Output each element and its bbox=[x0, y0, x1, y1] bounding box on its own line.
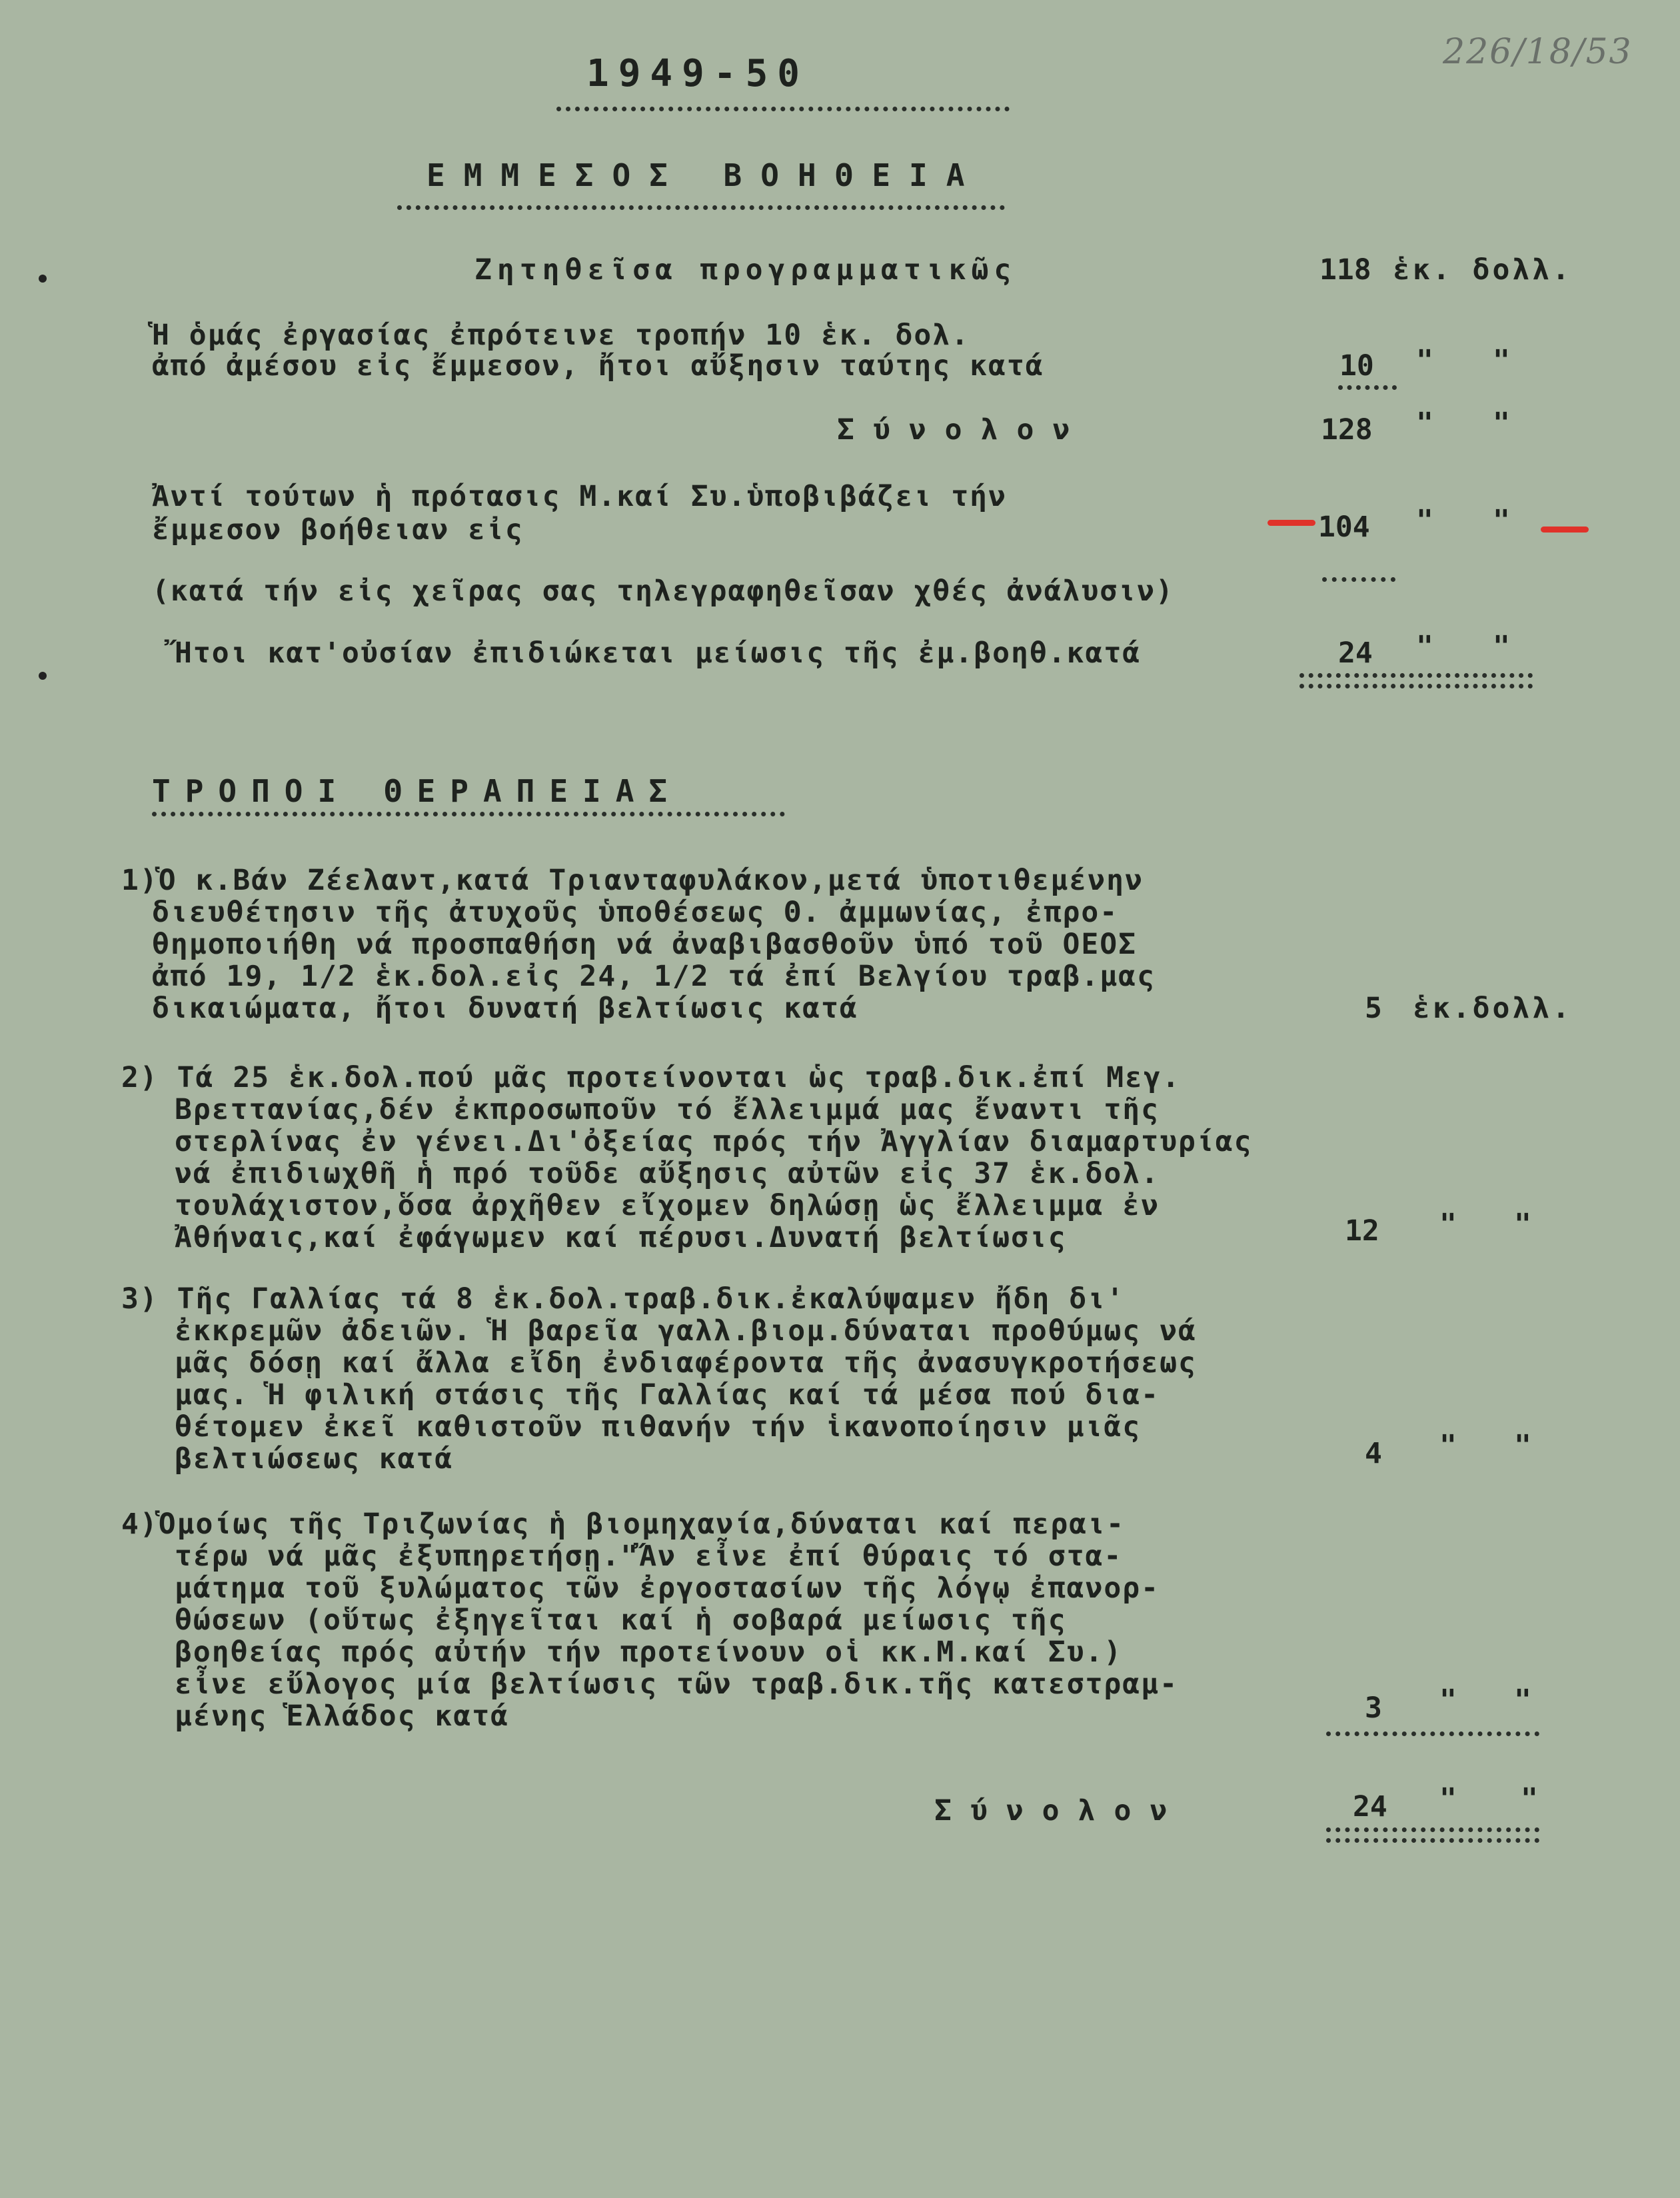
item-4-line: εἶνε εὔλογος μία βελτίωσις τῶν τραβ.δικ.τῆς κατεστραμ- bbox=[175, 1667, 1178, 1701]
ditto-mark: " bbox=[1439, 1208, 1457, 1241]
instead-amount: 104 bbox=[1318, 511, 1370, 544]
reduction-amount: 24 bbox=[1338, 636, 1373, 670]
item-3-line: μᾶς δόσῃ καί ἄλλα εἴδη ἐνδιαφέροντα τῆς ἀνασυγκροτήσεως bbox=[175, 1346, 1197, 1380]
analysis-note: (κατά τήν εἰς χεῖρας σας τηλεγραφηθεῖσαν χθές ἀνάλυσιν) bbox=[152, 574, 1174, 608]
methods-title: ΤΡΟΠΟΙ ΘΕΡΑΠΕΙΑΣ bbox=[152, 773, 682, 809]
margin-dot bbox=[39, 672, 47, 680]
document-year: 1949-50 bbox=[586, 52, 810, 95]
ditto-mark: " bbox=[1439, 1683, 1457, 1717]
item-3-line: βελτιώσεως κατά bbox=[175, 1442, 454, 1476]
divider bbox=[556, 107, 1010, 111]
ditto-mark: " bbox=[1416, 344, 1433, 377]
ditto-mark: " bbox=[1493, 630, 1510, 663]
ditto-mark: " bbox=[1514, 1208, 1531, 1241]
group-line-1: Ἡ ὁμάς ἐργασίας ἐπρότεινε τροπήν 10 ἑκ. δολ. bbox=[152, 319, 970, 352]
divider bbox=[1326, 1838, 1539, 1843]
divider bbox=[1326, 1827, 1539, 1832]
item-3-amount: 4 bbox=[1365, 1437, 1382, 1470]
reduction-line: Ἤτοι κατ'οὐσίαν ἐπιδιώκεται μείωσις τῆς ἐμ.βοηθ.κατά bbox=[175, 636, 1142, 670]
title: ΕΜΜΕΣΟΣ ΒΟΗΘΕΙΑ bbox=[426, 157, 984, 193]
archive-reference: 226/18/53 bbox=[1443, 32, 1633, 72]
item-2-amount: 12 bbox=[1345, 1214, 1379, 1248]
item-1-unit: ἑκ.δολλ. bbox=[1413, 992, 1573, 1025]
divider bbox=[1338, 385, 1397, 390]
ditto-mark: " bbox=[1514, 1429, 1531, 1462]
item-4-amount: 3 bbox=[1365, 1691, 1382, 1725]
instead-line-2: ἔμμεσον βοήθειαν εἰς bbox=[152, 513, 524, 547]
requested-unit: ἑκ. δολλ. bbox=[1393, 253, 1572, 287]
ditto-mark: " bbox=[1493, 407, 1510, 440]
item-4-line: τέρω νά μᾶς ἐξυπηρετήσῃ."Ἄν εἶνε ἐπί θύραις τό στα- bbox=[175, 1540, 1123, 1573]
ditto-mark: " bbox=[1439, 1429, 1457, 1462]
item-1-amount: 5 bbox=[1365, 992, 1382, 1025]
item-4-line: μάτημα τοῦ ξυλώματος τῶν ἐργοστασίων τῆς λόγῳ ἐπανορ- bbox=[175, 1572, 1160, 1605]
ditto-mark: " bbox=[1493, 504, 1510, 537]
total-amount: 128 bbox=[1321, 413, 1373, 447]
ditto-mark: " bbox=[1493, 344, 1510, 377]
item-3-line: θέτομεν ἐκεῖ καθιστοῦν πιθανήν τήν ἱκανοποίησιν μιᾶς bbox=[175, 1410, 1142, 1444]
item-1-line: ἀπό 19, 1/2 ἑκ.δολ.εἰς 24, 1/2 τά ἐπί Βελγίου τραβ.μας bbox=[152, 960, 1156, 993]
red-pencil-mark bbox=[1541, 527, 1589, 533]
ditto-mark: " bbox=[1521, 1782, 1538, 1815]
ditto-mark: " bbox=[1439, 1782, 1457, 1815]
item-3-line: 3) Τῆς Γαλλίας τά 8 ἑκ.δολ.τραβ.δικ.ἐκαλύψαμεν ἤδη δι' bbox=[121, 1282, 1125, 1316]
divider bbox=[1326, 1731, 1539, 1736]
item-2-line: 2) Τά 25 ἑκ.δολ.πού μᾶς προτείνονται ὡς τραβ.δικ.ἐπί Μεγ. bbox=[121, 1061, 1181, 1094]
item-1-line: δικαιώματα, ἤτοι δυνατή βελτίωσις κατά bbox=[152, 992, 858, 1025]
item-3-line: μας. Ἡ φιλική στάσις τῆς Γαλλίας καί τά μέσα πού δια- bbox=[175, 1378, 1160, 1412]
item-4-line: βοηθείας πρός αὐτήν τήν προτείνουν οἱ κκ.Μ.καί Συ.) bbox=[175, 1636, 1123, 1669]
group-amount: 10 bbox=[1339, 349, 1374, 383]
item-1-line: διευθέτησιν τῆς ἀτυχοῦς ὑποθέσεως Θ. ἀμμωνίας, ἐπρο- bbox=[152, 896, 1119, 929]
ditto-mark: " bbox=[1514, 1683, 1531, 1717]
item-2-line: τουλάχιστον,ὅσα ἀρχῆθεν εἴχομεν δηλώσῃ ὡς ἔλλειμμα ἐν bbox=[175, 1189, 1160, 1222]
item-3-line: ἐκκρεμῶν ἀδειῶν. Ἡ βαρεῖα γαλλ.βιομ.δύναται προθύμως νά bbox=[175, 1314, 1197, 1348]
divider bbox=[397, 205, 1005, 210]
item-2-line: Βρεττανίας,δέν ἐκπροσωποῦν τό ἔλλειμμά μας ἔναντι τῆς bbox=[175, 1093, 1160, 1126]
ditto-mark: " bbox=[1416, 630, 1433, 663]
ditto-mark: " bbox=[1416, 407, 1433, 440]
final-total-amount: 24 bbox=[1353, 1790, 1387, 1823]
item-2-line: Ἀθήναις,καί ἐφάγωμεν καί πέρυσι.Δυνατή βελτίωσις bbox=[175, 1221, 1067, 1254]
instead-line-1: Ἀντί τούτων ἡ πρότασις Μ.καί Συ.ὑποβιβάζει τήν bbox=[152, 480, 1007, 513]
ditto-mark: " bbox=[1416, 504, 1433, 537]
item-1-line: 1)Ὁ κ.Βάν Ζέελαντ,κατά Τριανταφυλάκον,μετά ὑποτιθεμένην bbox=[121, 864, 1144, 897]
group-line-2: ἀπό ἀμέσου εἰς ἔμμεσον, ἤτοι αὔξησιν ταύτης κατά bbox=[152, 349, 1044, 383]
item-2-line: νά ἐπιδιωχθῆ ἡ πρό τοῦδε αὔξησις αὐτῶν εἰς 37 ἑκ.δολ. bbox=[175, 1157, 1160, 1190]
divider bbox=[1299, 684, 1533, 688]
divider bbox=[152, 812, 785, 816]
red-pencil-mark bbox=[1267, 520, 1315, 526]
requested-amount: 118 bbox=[1319, 253, 1371, 287]
item-2-line: στερλίνας ἐν γένει.Δι'ὀξείας πρός τήν Ἀγγλίαν διαμαρτυρίας bbox=[175, 1125, 1253, 1158]
final-total-label: Σύνολον bbox=[934, 1794, 1186, 1827]
item-1-line: θημοποιήθη νά προσπαθήση νά ἀναβιβασθοῦν ὑπό τοῦ ΟΕΟΣ bbox=[152, 928, 1138, 961]
margin-dot bbox=[39, 275, 47, 283]
divider bbox=[1299, 673, 1533, 678]
item-4-line: 4)Ὁμοίως τῆς Τριζωνίας ἡ βιομηχανία,δύναται καί περαι- bbox=[121, 1508, 1125, 1541]
requested-label: Ζητηθεῖσα προγραμματικῶς bbox=[474, 253, 1017, 287]
total-label: Σύνολον bbox=[837, 413, 1089, 447]
item-4-line: θώσεων (οὕτως ἐξηγεῖται καί ἡ σοβαρά μείωσις τῆς bbox=[175, 1604, 1067, 1637]
item-4-line: μένης Ἑλλάδος κατά bbox=[175, 1699, 509, 1733]
divider bbox=[1322, 577, 1395, 582]
